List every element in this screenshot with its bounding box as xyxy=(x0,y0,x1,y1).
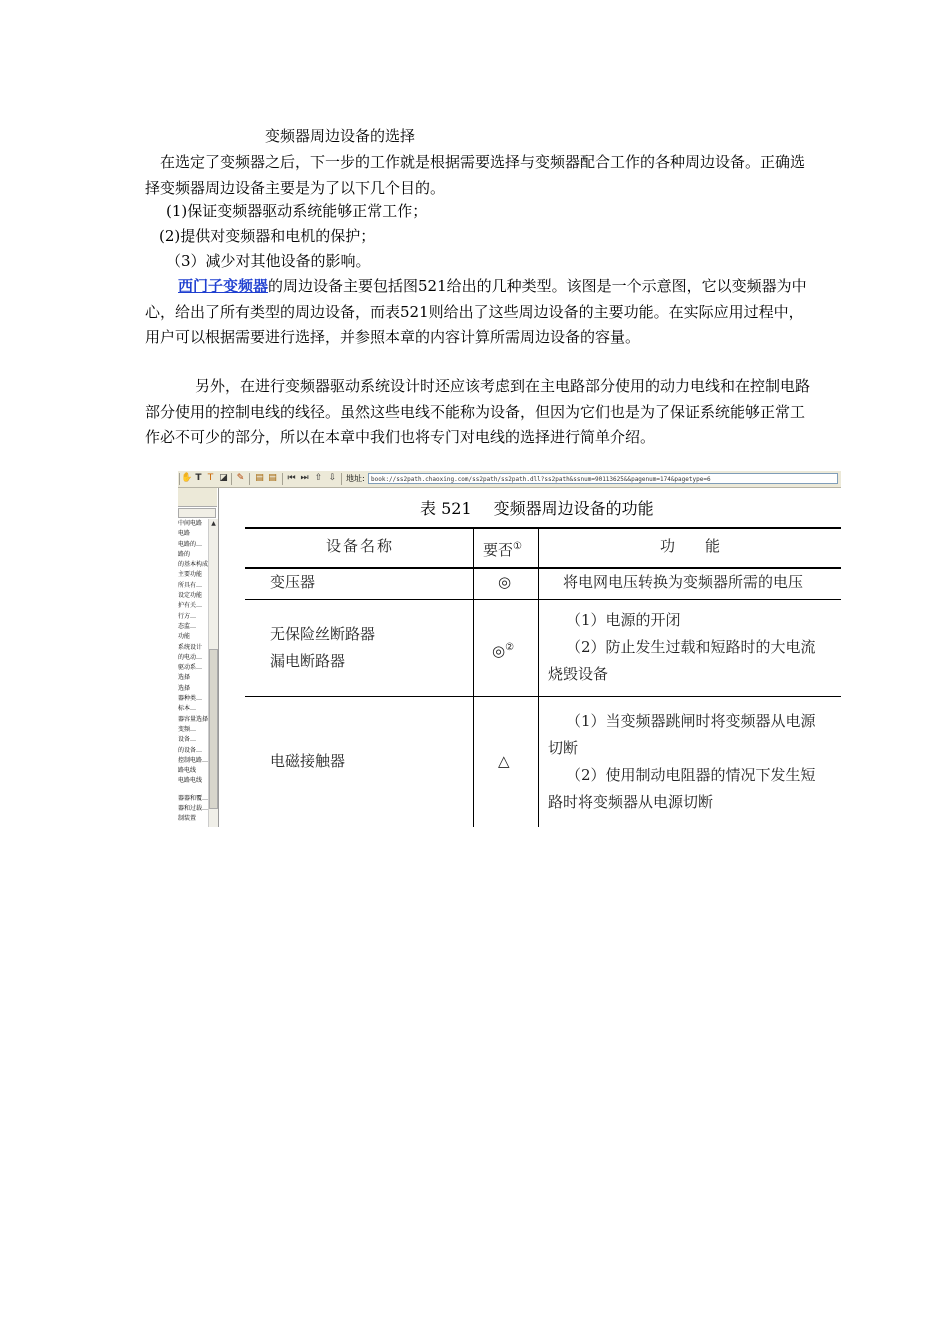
hand-tool-icon[interactable]: ✋ xyxy=(181,473,193,483)
table-title: 变频器周边设备的功能 xyxy=(493,499,654,518)
required-mark: △ xyxy=(498,752,510,770)
contents-item[interactable]: 中间电路 xyxy=(178,520,203,527)
footnote-marker: ② xyxy=(505,642,515,653)
function-line: 切断 xyxy=(548,739,579,757)
region-select-icon[interactable]: ◪ xyxy=(219,473,228,483)
toolbar-separator xyxy=(282,473,283,485)
contents-item[interactable]: 的设备… xyxy=(178,746,203,754)
row-device-name: 变压器 xyxy=(270,573,316,591)
toolbar-separator xyxy=(341,473,342,485)
contents-item[interactable]: 电路电线 xyxy=(178,777,203,785)
table-row-rule xyxy=(245,599,841,600)
previous-page-icon[interactable]: ⇧ xyxy=(314,473,323,483)
header-required xyxy=(483,533,522,564)
address-input[interactable]: book://ss2path.chaoxing.com/ss2path/ss2path.dll?ss2path&ssnum=90113625&&pagenum=174&pagetype=6 xyxy=(368,473,838,484)
contents-item[interactable]: 设备… xyxy=(178,736,197,744)
contents-item[interactable]: 选择 xyxy=(178,674,191,682)
scroll-up-arrow-icon[interactable]: ▲ xyxy=(211,520,216,527)
list-item-3: （3）减少对其他设备的影响。 xyxy=(166,252,371,270)
contents-item[interactable]: 主要功能 xyxy=(178,571,203,579)
last-page-icon[interactable]: ⏭ xyxy=(300,473,309,483)
function-line: 烧毁设备 xyxy=(548,665,609,683)
row-required xyxy=(498,569,511,596)
contents-item[interactable]: 器和过载… xyxy=(178,805,208,813)
sidebar-scrollbar[interactable] xyxy=(208,519,218,827)
peripheral-paragraph-text: 的周边设备主要包括图521给出的几种类型。该图是一个示意图，它以变频器为中心，给出了所有类型的周边设备，而表521则给出了这些周边设备的主要功能。在实际应用过程中，用户可以根据需要进行选择，并参照本章的内容计算所需周边设备的容量。 xyxy=(145,277,807,346)
row-required xyxy=(498,748,510,775)
required-mark: ◎ xyxy=(498,573,512,591)
contents-item[interactable]: 器器和覆… xyxy=(178,794,208,802)
contents-list xyxy=(178,519,208,825)
sidebar-search-box[interactable] xyxy=(178,508,216,518)
peripheral-paragraph xyxy=(145,274,810,351)
contents-item[interactable]: 系统设计 xyxy=(178,643,203,651)
function-line: （2）使用制动电阻器的情况下发生短 xyxy=(566,766,816,784)
contents-item[interactable]: 电路 xyxy=(178,530,191,538)
contents-item[interactable]: 器种类… xyxy=(178,695,203,703)
row-required xyxy=(492,634,514,665)
table-caption xyxy=(420,499,654,519)
contents-item[interactable]: 标本… xyxy=(178,705,197,713)
function-line: （1）电源的开闭 xyxy=(566,611,681,629)
contents-sidebar xyxy=(178,488,219,827)
list-item-1: (1)保证变频器驱动系统能够正常工作； xyxy=(166,202,428,220)
table-column-rule xyxy=(538,528,539,827)
table-top-rule xyxy=(245,527,841,529)
document-title: 变频器周边设备的选择 xyxy=(265,127,416,145)
table-number: 表 521 xyxy=(420,499,472,518)
function-line: （1）当变频器跳闸时将变频器从电源 xyxy=(566,712,816,730)
device-name-line: 无保险丝断路器 xyxy=(270,625,376,643)
header-function: 功 能 xyxy=(660,537,721,555)
wiring-paragraph: 另外，在进行变频器驱动系统设计时还应该考虑到在主电路部分使用的动力电线和在控制电路部分使用的控制电线的线径。虽然这些电线不能称为设备，但因为它们也是为了保证系统能够正常工作必不可少的部分，所以在本章中我们也将专门对电线的选择进行简单介绍。 xyxy=(145,377,811,446)
text-select-icon[interactable]: T xyxy=(195,473,202,483)
function-line: 路时将变频器从电源切断 xyxy=(548,793,714,811)
table-row-rule xyxy=(245,696,841,697)
pencil-icon[interactable]: ✎ xyxy=(236,473,245,483)
toolbar-separator xyxy=(179,473,180,485)
first-page-icon[interactable]: ⏮ xyxy=(287,473,296,483)
row-function xyxy=(548,607,816,688)
viewer-toolbar xyxy=(178,471,841,488)
required-mark: ◎ xyxy=(492,642,506,660)
text-highlight-icon[interactable]: T xyxy=(207,473,214,483)
function-line: （2）防止发生过载和短路时的大电流 xyxy=(566,638,816,656)
contents-item[interactable]: 选择 xyxy=(178,684,191,692)
row-device-name xyxy=(270,621,375,675)
next-page-icon[interactable]: ⇩ xyxy=(328,473,337,483)
contents-item[interactable]: 行方… xyxy=(178,612,197,620)
address-label: 地址: xyxy=(346,474,365,483)
contents-item[interactable]: 驱动系… xyxy=(178,664,203,672)
list-item-2: (2)提供对变频器和电机的保护； xyxy=(159,227,376,245)
toolbar-separator xyxy=(249,473,250,485)
intro-paragraph: 在选定了变频器之后，下一步的工作就是根据需要选择与变频器配合工作的各种周边设备。正确选择变频器周边设备主要是为了以下几个目的。 xyxy=(145,153,806,197)
scroll-thumb[interactable] xyxy=(209,649,218,809)
contents-item[interactable]: 态监… xyxy=(178,622,197,630)
page-icon[interactable]: ▤ xyxy=(255,473,264,483)
contents-item[interactable]: 控制电路… xyxy=(178,756,208,764)
contents-item[interactable]: 护有关… xyxy=(178,602,203,610)
bookmark-icon[interactable]: ▤ xyxy=(268,473,277,483)
contents-item[interactable]: 的电动… xyxy=(178,653,203,661)
contents-item[interactable]: 器容量选择 xyxy=(178,715,208,723)
contents-item[interactable]: 的基本构成 xyxy=(178,561,208,569)
contents-item[interactable]: 功能 xyxy=(178,633,191,641)
contents-item[interactable]: 电路的… xyxy=(178,540,203,548)
row-function: 将电网电压转换为变频器所需的电压 xyxy=(563,573,804,591)
contents-spacer xyxy=(178,787,208,794)
sidebar-tabs[interactable] xyxy=(178,488,217,507)
header-device-name: 设备名称 xyxy=(326,537,395,555)
device-name-line: 漏电断路器 xyxy=(270,652,346,670)
contents-item[interactable]: 制装置 xyxy=(178,815,197,823)
contents-item[interactable]: 设定功能 xyxy=(178,592,203,600)
contents-item[interactable]: 变频… xyxy=(178,725,197,733)
contents-item[interactable]: 所具有… xyxy=(178,581,203,589)
row-function xyxy=(548,708,816,816)
table-column-rule xyxy=(473,528,474,827)
toolbar-separator xyxy=(231,473,232,485)
footnote-marker: ① xyxy=(513,541,522,552)
header-required-label: 要否 xyxy=(483,541,514,559)
embedded-screenshot xyxy=(178,471,841,827)
contents-item[interactable]: 路电线 xyxy=(178,767,197,775)
row-device-name: 电磁接触器 xyxy=(270,752,346,770)
contents-item[interactable]: 路的 xyxy=(178,550,191,558)
siemens-inverter-link[interactable]: 西门子变频器 xyxy=(178,277,269,295)
